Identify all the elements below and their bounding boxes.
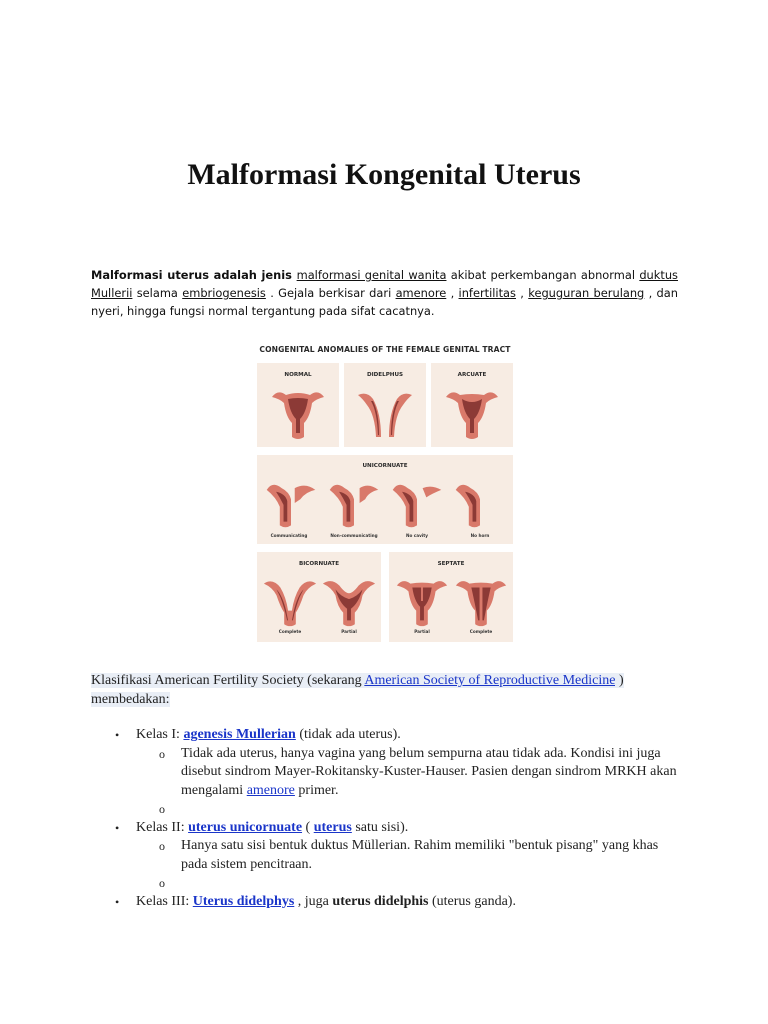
circle-marker: o [159,802,165,816]
label-no-cavity: No cavity [405,533,429,538]
link-keguguran-berulang[interactable]: keguguran berulang [528,286,645,300]
label-non-communicating: Non-communicating [330,533,378,538]
class-text: ( [302,819,314,835]
panel-bicornuate [257,552,381,642]
sub-item-empty [91,800,677,819]
link-asrm[interactable]: American Society of Reproductive Medicine [364,673,616,688]
label-normal: NORMAL [284,372,312,378]
list-item-kelas-2 [91,819,691,838]
uterus-unicornuate-nocavity-illustration [389,475,445,531]
classification-text: membedakan: [91,692,170,707]
uterus-unicornuate-communicating-illustration [263,475,319,531]
intro-text: , dan nyeri, hingga fungsi normal tergantung pada sifat cacatnya. [91,286,678,318]
link-uterus[interactable]: uterus [313,819,352,835]
list-item-kelas-1 [91,726,691,745]
classification-intro [91,671,681,709]
panel-normal [257,363,339,447]
anomalies-figure [254,339,516,646]
uterus-septate-complete-illustration [452,572,510,630]
label-bicornuate-complete: Complete [278,629,302,634]
intro-paragraph [91,266,678,320]
sub-text: Hanya satu sisi bentuk duktus Müllerian. Rahim memiliki "bentuk pisang" yang khas pada sistem pencitraan. [181,838,659,872]
classification-text: ) [615,673,624,688]
uterus-septate-partial-illustration [393,572,451,630]
uterus-unicornuate-noncommunicating-illustration [326,475,382,531]
label-septate: SEPTATE [437,561,465,567]
uterus-unicornuate-nohorn-illustration [452,475,508,531]
label-no-horn: No horn [470,533,490,538]
sub-item-empty [91,874,677,893]
label-bicornuate: BICORNUATE [298,561,340,567]
link-amenore[interactable]: amenore [395,286,447,300]
link-duktus-mullerii[interactable]: duktus Mullerii [91,268,678,300]
intro-text: akibat perkembangan abnormal [446,268,640,282]
class-label: Kelas I: [136,727,184,742]
class-text: (uterus ganda). [428,893,516,909]
class-label: Kelas II: [136,819,189,835]
figure-title: CONGENITAL ANOMALIES OF THE FEMALE GENITAL TRACT [259,345,511,354]
classification-text: Klasifikasi American Fertility Society (sekarang [91,673,365,688]
label-unicornuate: UNICORNUATE [362,463,408,469]
link-embriogenesis[interactable]: embriogenesis [182,286,266,300]
label-bicornuate-partial: Partial [341,629,357,634]
panel-unicornuate [257,455,513,544]
page-title: Malformasi Kongenital Uterus [187,158,581,191]
intro-text: . Gejala berkisar dari [265,286,396,300]
uterus-arcuate-illustration [442,383,502,443]
class-text: , juga [294,893,333,909]
class-list [91,726,691,911]
panel-didelphus [344,363,426,447]
panel-arcuate [431,363,513,447]
bold-term: uterus didelphis [332,893,429,909]
link-agenesis-mullerian[interactable]: agenesis Mullerian [183,727,296,742]
label-septate-complete: Complete [469,629,493,634]
intro-text: Malformasi uterus adalah jenis [91,268,297,282]
label-didelphus: DIDELPHUS [366,372,404,378]
circle-marker: o [159,876,165,890]
link-uterus-unicornuate[interactable]: uterus unicornuate [188,819,303,835]
sub-item-kelas-2 [91,837,677,874]
link-infertilitas[interactable]: infertilitas [458,286,516,300]
class-label: Kelas III: [136,893,193,909]
intro-text: selama [132,286,183,300]
bullet-marker: • [115,820,120,835]
class-text: (tidak ada uterus). [295,727,401,742]
bullet-marker: • [115,894,120,909]
label-septate-partial: Partial [414,629,430,634]
sub-text: Tidak ada uterus, hanya vagina yang belum sempurna atau tidak ada. Kondisi ini juga disebut sindrom Mayer-Rokitansky-Kuster-Hauser. Pasien dengan sindrom MRKH akan mengalami [181,745,677,798]
sub-text: primer. [294,782,339,798]
intro-text: , [515,286,529,300]
uterus-bicornuate-partial-illustration [320,572,378,630]
link-uterus-didelphys[interactable]: Uterus didelphys [192,893,295,909]
circle-marker: o [159,746,165,761]
link-malformasi-genital-wanita[interactable]: malformasi genital wanita [296,268,447,282]
panel-septate [389,552,513,642]
link-amenore-primer[interactable]: amenore [246,782,295,798]
label-communicating: Communicating [270,533,308,538]
list-item-kelas-3 [91,893,691,912]
sub-item-kelas-1 [91,745,677,801]
circle-marker: o [159,839,165,853]
uterus-normal-illustration [268,383,328,443]
label-arcuate: ARCUATE [457,372,487,378]
uterus-didelphus-illustration [355,383,415,443]
intro-text: , [446,286,459,300]
class-text: satu sisi). [351,819,409,835]
uterus-bicornuate-complete-illustration [261,572,319,630]
bullet-marker: • [115,728,120,742]
